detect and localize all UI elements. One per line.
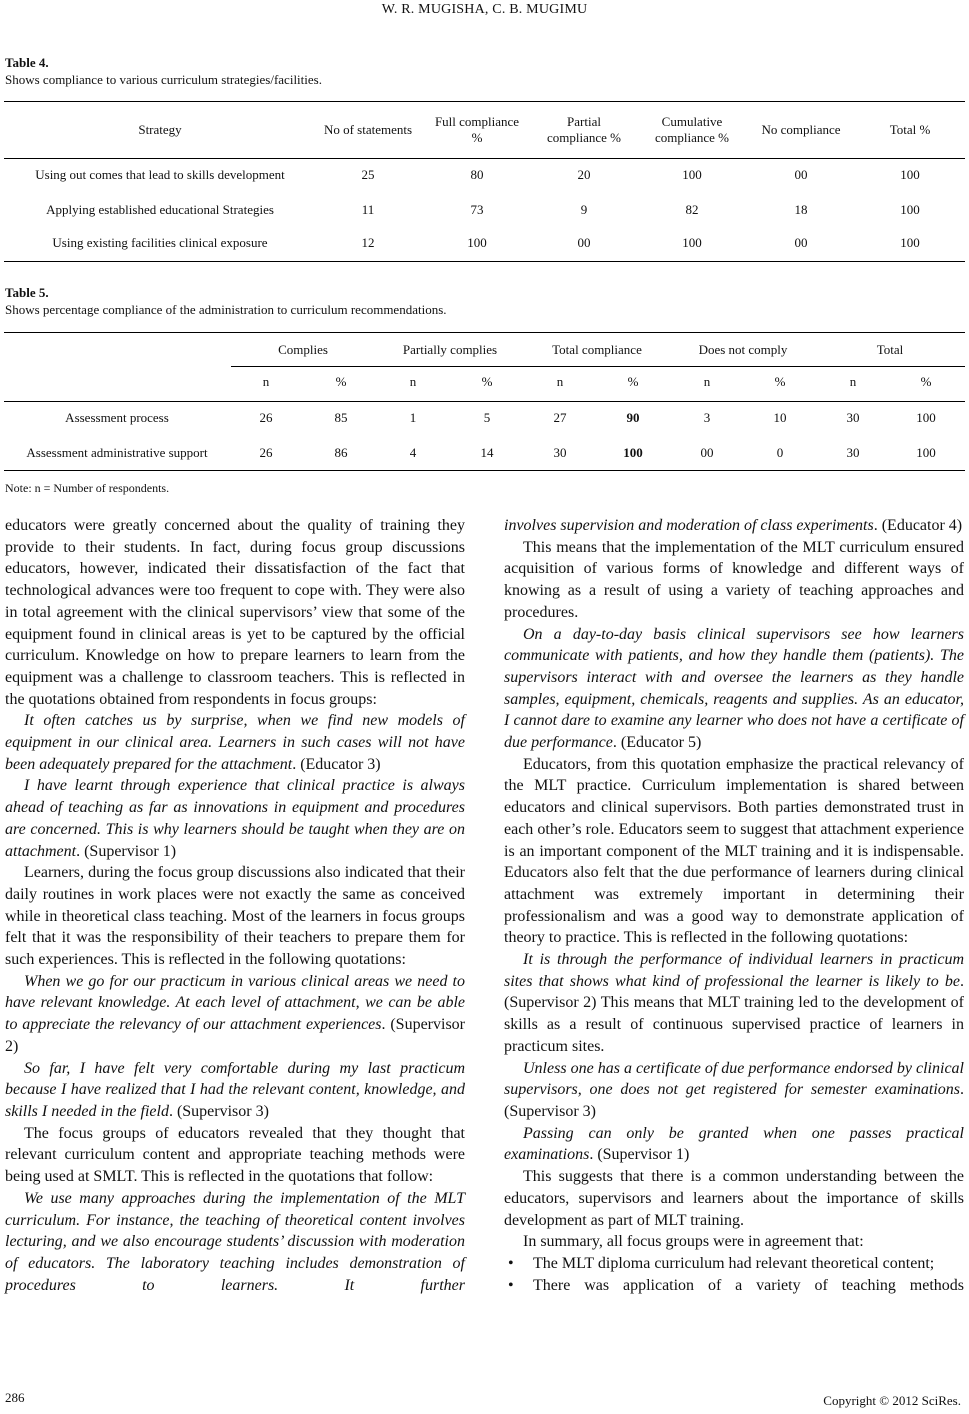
table5-sub-pct: % [920, 374, 932, 389]
table5-bottom-rule [4, 470, 965, 471]
table5-cell: 100 [916, 410, 936, 425]
table5-group-complies: Complies [278, 342, 328, 357]
quote-source: . (Educator 3) [292, 755, 381, 773]
table4-col-strategy: Strategy [138, 122, 182, 137]
table5-cell: 4 [409, 445, 417, 460]
paragraph: In summary, all focus groups were in agreement that: [523, 1233, 864, 1251]
table4-col-partial-line2: compliance % [547, 130, 621, 145]
quotation [5, 1188, 465, 1297]
table5-cell: Assessment process [65, 410, 169, 425]
table4-cell: 73 [470, 202, 484, 217]
table5-label: Table 5. [5, 285, 49, 300]
table4-col-partial-line1: Partial [567, 114, 601, 129]
table5-cell: 3 [703, 410, 711, 425]
table4-top-rule [4, 101, 965, 102]
table5-cell: 100 [916, 445, 936, 460]
quote-text: It is through the performance of individual learners in practicum sites that shows what kind of professional the learner is likely to be [504, 951, 964, 990]
table5-cell: 00 [700, 445, 714, 460]
table4-cell: Using out comes that lead to skills development [35, 167, 285, 182]
table4-cell: 11 [361, 202, 375, 217]
quote-source: . (Supervisor 3) [168, 1102, 269, 1120]
quote-text: I have learnt through experience that clinical practice is always ahead of teaching as far as innovations in equipment and procedures are concerned. This is why learners should be taught when they are on attachment [5, 777, 465, 860]
table5-sub-n: n [703, 374, 711, 389]
quotation [5, 775, 465, 862]
table4-cell: 12 [361, 235, 375, 250]
quote-source: . (Supervisor 1) [76, 842, 177, 860]
table5-sub-pct: % [335, 374, 347, 389]
bullet-icon: • [508, 1276, 514, 1294]
table5-header-rule [4, 401, 965, 402]
paragraph: Learners, during the focus group discussions also indicated that their daily routines in work places were not exactly the same as conceived while in theoretical class teaching. Most of the learners in focus groups felt that it was the responsibility of their teachers to prepare them for such experiences. This is reflected in the following quotations: [5, 864, 465, 969]
table5-sub-pct: % [774, 374, 786, 389]
table4-cell: 25 [361, 167, 375, 182]
quote-text: On a day-to-day basis clinical supervisors see how learners communicate with patients, and how they handle them (patients). The supervisors interact with and oversee the learners as they handle samples, equipment, chemicals, reagents and supplies. As an educator, I cannot dare to examine any learner who does not have a certificate of due performance [504, 625, 964, 752]
table5-cell: 30 [846, 410, 860, 425]
table4-col-full-line2: % [471, 130, 483, 145]
quote-text: involves supervision and moderation of class experiments [504, 517, 874, 534]
table5-subheader-rule [231, 366, 965, 367]
table5-cell: 86 [334, 445, 348, 460]
table4-col-cumulative-line1: Cumulative [661, 114, 723, 129]
quotation [5, 710, 465, 775]
list-item-text: There was application of a variety of teaching methods [533, 1276, 964, 1294]
table4-cell: Applying established educational Strategies [46, 202, 274, 217]
table5-sub-pct: % [627, 374, 639, 389]
summary-list [504, 1253, 964, 1296]
table4-cell: 00 [794, 235, 808, 250]
quotation [504, 624, 964, 754]
quote-source: . (Supervisor 2) This means that MLT training led to the development of skills as a result of continuous supervised practice of learners in practicum sites. [504, 972, 964, 1055]
page-number: 286 [5, 1390, 25, 1405]
bullet-icon: • [508, 1254, 514, 1272]
table4-col-total: Total % [889, 122, 931, 137]
paragraph: This suggests that there is a common understanding between the educators, supervisors and learners about the importance of skills development as part of MLT training. [504, 1168, 964, 1229]
table4-caption [5, 54, 322, 88]
paragraph: educators were greatly concerned about the quality of training they provide to their students. In fact, during focus group discussions educators, however, indicated their dissatisfaction of the fact that technological advances were too frequent to cope with. They were also in total agreement with the clinical supervisors’ view that some of the equipment found in clinical areas is yet to be captured by the official curriculum. Knowledge on how to prepare learners to learn from the equipment was a challenge to classroom teachers. This is reflected in the quotations obtained from respondents in focus groups: [5, 517, 465, 708]
table4-cell: 100 [900, 167, 920, 182]
table4-label: Table 4. [5, 55, 49, 70]
table4-cell: 100 [682, 235, 702, 250]
table4-caption-text: Shows compliance to various curriculum strategies/facilities. [5, 72, 322, 87]
table4-cell: 18 [794, 202, 808, 217]
table5-sub-n: n [262, 374, 270, 389]
table5-group-total: Total [876, 342, 904, 357]
table5-cell: 85 [334, 410, 348, 425]
table4-col-nocompliance: No compliance [761, 122, 841, 137]
quote-text: When we go for our practicum in various clinical areas we need to have relevant knowledge. At each level of attachment, we can be able to appreciate the relevancy of our attachment experiences [5, 972, 465, 1034]
quote-text: So far, I have felt very comfortable during my last practicum because I have realized that I had the relevant content, knowledge, and skills I needed in the field [5, 1059, 465, 1120]
table5-caption [5, 284, 447, 318]
table4-cell: 00 [794, 167, 808, 182]
body-right-column [504, 515, 964, 1296]
quote-source: . (Supervisor 3) [504, 1081, 964, 1120]
list-item-text: The MLT diploma curriculum had relevant theoretical content; [533, 1254, 935, 1272]
list-item [504, 1253, 964, 1275]
quotation [5, 971, 465, 1058]
table5-group-total-compliance: Total compliance [552, 342, 642, 357]
table4-cell: 00 [577, 235, 591, 250]
quote-source: . (Supervisor 2) [5, 1016, 466, 1055]
quotation [5, 1058, 465, 1123]
table4-col-statements: No of statements [323, 122, 413, 137]
table4-cell: 9 [580, 202, 588, 217]
quotation [504, 1123, 964, 1166]
quotation [504, 949, 964, 1058]
paragraph: This means that the implementation of the MLT curriculum ensured acquisition of various forms of knowledge and different ways of knowing as a result of using a variety of teaching approaches and procedures. [504, 538, 964, 621]
table5-cell: 5 [483, 410, 491, 425]
table4-cell: 80 [470, 167, 484, 182]
body-left-column [5, 515, 465, 1296]
table5-cell: 26 [259, 410, 273, 425]
table5-cell: 27 [553, 410, 567, 425]
table5-cell-total-pct: 100 [623, 445, 643, 460]
list-item [504, 1275, 964, 1297]
table5-note: Note: n = Number of respondents. [5, 481, 170, 495]
table5-cell: 26 [259, 445, 273, 460]
quote-text: Passing can only be granted when one passes practical examinations [504, 1124, 964, 1164]
table4-cell: Using existing facilities clinical exposure [52, 235, 268, 250]
table5-sub-pct: % [481, 374, 493, 389]
table5-group-does-not-comply: Does not comply [698, 342, 788, 357]
table4-bottom-rule [4, 261, 965, 262]
quotation [504, 1058, 964, 1123]
table5-group-partially: Partially complies [402, 342, 498, 357]
table4-cell: 82 [685, 202, 699, 217]
table4-cell: 100 [682, 167, 702, 182]
table4-cell: 100 [900, 202, 920, 217]
table4-header-rule [4, 158, 965, 159]
quotation-continued [504, 515, 964, 537]
quote-source: . (Supervisor 1) [589, 1146, 690, 1164]
quote-text: Unless one has a certificate of due performance endorsed by clinical supervisors, one does not get registered for semester examinations [504, 1059, 964, 1099]
table4-col-cumulative-line2: compliance % [655, 130, 729, 145]
table4-cell: 100 [900, 235, 920, 250]
table5-cell: Assessment administrative support [26, 445, 208, 460]
quote-text: It often catches us by surprise, when we find new models of equipment in our clinical area. Learners in such cases will not have been adequately prepared for the attachment [5, 712, 465, 773]
table5-cell: 1 [409, 410, 417, 425]
table5-cell: 0 [776, 445, 784, 460]
table5-sub-n: n [556, 374, 564, 389]
quote-text: We use many approaches during the implementation of the MLT curriculum. For instance, the teaching of theoretical content involves lecturing, and we also encourage students’ discussion with moderation of educators. The laboratory teaching includes demonstration of procedures to learners. It further [5, 1189, 465, 1294]
table5-top-rule [4, 332, 965, 333]
quote-source: . (Educator 4) [873, 517, 963, 534]
table4-cell: 20 [577, 167, 591, 182]
paragraph: The focus groups of educators revealed that they thought that relevant curriculum content and appropriate teaching methods were being used at SMLT. This is reflected in the quotations that follow: [5, 1124, 465, 1186]
table4-cell: 100 [467, 235, 487, 250]
table5-caption-text: Shows percentage compliance of the administration to curriculum recommendations. [5, 302, 447, 317]
table5-cell-total-pct: 90 [626, 410, 640, 425]
table5-sub-n: n [849, 374, 857, 389]
table5-cell: 30 [553, 445, 567, 460]
paragraph: Educators, from this quotation emphasize the practical relevancy of the MLT practice. Curriculum implementation is shared between educators and clinical supervisors. Both parties demonstrated trust in each other’s role. Educators seem to suggest that attachment experience is an important component of the MLT training and it is indispensable. Educators also felt that the due performance of learners during clinical attachment was extremely important in determining their professionalism and was a good way to demonstrate application of theory to practice. This is reflected in the following quotations: [504, 755, 964, 947]
table5-cell: 10 [773, 410, 787, 425]
table5-sub-n: n [409, 374, 417, 389]
copyright-notice: Copyright © 2012 SciRes. [823, 1393, 961, 1408]
quote-source: . (Educator 5) [612, 734, 702, 752]
table5-cell: 14 [480, 445, 494, 460]
table5-cell: 30 [846, 445, 860, 460]
running-head: W. R. MUGISHA, C. B. MUGIMU [381, 2, 588, 17]
table4-col-full-line1: Full compliance [434, 114, 520, 129]
